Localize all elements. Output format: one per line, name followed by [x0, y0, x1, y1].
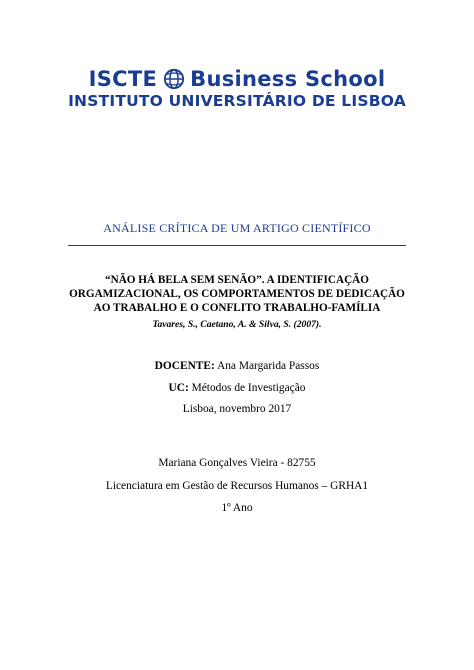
uc-line: [0, 382, 474, 394]
logo-iscte-text: ISCTE: [88, 67, 158, 91]
docente-line: [0, 360, 474, 372]
document-type-heading: ANÁLISE CRÍTICA DE UM ARTIGO CIENTÍFICO: [103, 221, 371, 235]
institution-name: INSTITUTO UNIVERSITÁRIO DE LISBOA: [68, 92, 406, 110]
logo-business-school-text: Business School: [190, 67, 386, 91]
institution-logo: [0, 64, 474, 94]
uc-label: UC:: [168, 382, 189, 394]
docente-value: Ana Margarida Passos: [217, 360, 320, 372]
heading-divider: [68, 245, 406, 246]
title-line: AO TRABALHO E O CONFLITO TRABALHO-FAMÍLIA: [93, 302, 381, 314]
course-year: 1º Ano: [221, 502, 253, 514]
course-name: Licenciatura em Gestão de Recursos Humanos – GRHA1: [105, 480, 369, 492]
article-title: [40, 273, 434, 315]
place-date: Lisboa, novembro 2017: [182, 403, 292, 415]
article-citation: Tavares, S., Caetano, A. & Silva, S. (2007).: [152, 319, 322, 330]
title-line: ORGAMIZACIONAL, OS COMPORTAMENTOS DE DEDICAÇÃO: [69, 288, 405, 300]
globe-icon: [163, 68, 185, 90]
title-line: “NÃO HÁ BELA SEM SENÃO”. A IDENTIFICAÇÃO: [105, 274, 369, 286]
student-name: Mariana Gonçalves Vieira - 82755: [158, 457, 316, 469]
uc-value: Métodos de Investigação: [191, 382, 306, 394]
docente-label: DOCENTE:: [154, 360, 215, 372]
